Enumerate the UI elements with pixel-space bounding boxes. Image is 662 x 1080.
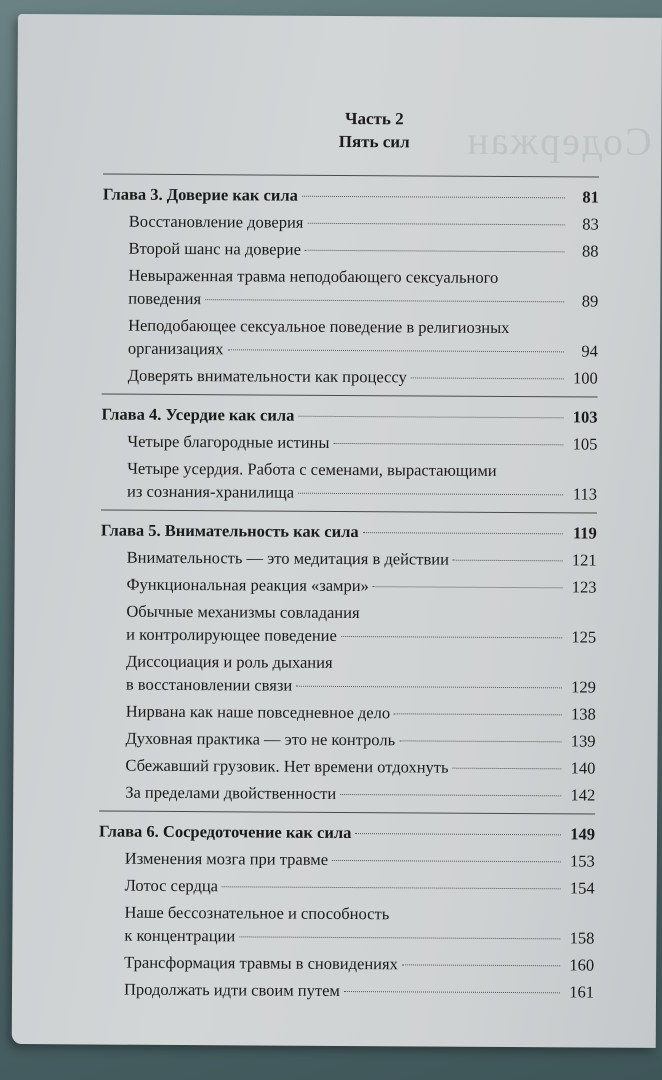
toc-item-title: Трансформация травмы в сновидениях <box>124 952 398 974</box>
toc-item <box>102 264 598 313</box>
book-page <box>12 14 662 1048</box>
page-number: 149 <box>570 824 596 844</box>
dot-leader <box>399 740 561 742</box>
toc-item-title-line: Четыре усердия. Работа с семенами, вырастающими <box>127 458 497 480</box>
page-number: 139 <box>570 731 596 751</box>
toc-item-title-line: Диссоциация и роль дыхания <box>125 651 333 672</box>
toc-item <box>101 457 597 506</box>
page-number: 81 <box>582 187 599 207</box>
dot-leader <box>373 586 563 588</box>
toc-item-title: и контролирующее поведение <box>126 624 337 645</box>
chapter-entry <box>103 183 599 209</box>
page-number: 153 <box>570 851 595 871</box>
dot-leader <box>363 532 563 534</box>
toc-item-title: к концентрации <box>124 925 236 946</box>
page-number: 103 <box>572 407 598 427</box>
toc-item <box>100 573 596 599</box>
page-number: 113 <box>572 484 598 504</box>
toc-item-title: Функциональная реакция «замри» <box>126 574 369 596</box>
page-number: 83 <box>582 214 599 234</box>
toc-item-title: Продолжать идти своим путем <box>123 979 340 1000</box>
dot-leader <box>355 833 561 835</box>
dot-leader <box>305 250 565 253</box>
toc-item-title: Сбежавший грузовик. Нет времени отдохнуть <box>125 755 449 777</box>
dot-leader <box>453 768 562 770</box>
page-number: 125 <box>571 627 597 647</box>
page-number: 158 <box>569 928 595 948</box>
dot-leader <box>298 416 563 419</box>
dot-leader <box>411 377 564 379</box>
toc-item-title-line: Наше бессознательное и способность <box>124 902 390 924</box>
page-number: 129 <box>571 677 596 697</box>
toc-item-title-line: Невыраженная травма неподобающего сексуального <box>128 265 499 287</box>
toc-item-title: Лотос сердца <box>124 875 219 896</box>
dot-leader <box>453 560 563 562</box>
toc-item <box>103 237 599 263</box>
dot-leader <box>296 686 562 689</box>
page-number: 142 <box>570 785 596 805</box>
toc-item <box>102 364 598 390</box>
page-number: 123 <box>571 577 597 597</box>
toc-item-title: из сознания-хранилища <box>127 481 295 502</box>
chapter-title: Глава 3. Доверие как сила <box>102 184 298 205</box>
toc-item <box>100 700 596 726</box>
dot-leader <box>298 493 563 496</box>
page-number: 161 <box>569 982 595 1002</box>
dot-leader <box>341 636 562 638</box>
show-through-text: Содержан <box>464 117 652 164</box>
toc-item <box>99 874 595 900</box>
page-number: 105 <box>572 434 598 454</box>
page-number: 160 <box>569 955 595 975</box>
page-number: 100 <box>572 368 598 388</box>
toc-item-title: поведения <box>128 288 202 309</box>
toc-item-title: Изменения мозга при травме <box>124 848 329 869</box>
dot-leader <box>222 886 561 889</box>
toc-item <box>100 600 596 649</box>
dot-leader <box>344 991 560 993</box>
chapter-title: Глава 6. Сосредоточение как сила <box>98 821 352 843</box>
toc-item <box>103 210 599 236</box>
toc-item <box>102 314 598 363</box>
dot-leader <box>332 860 561 862</box>
toc-item <box>99 781 595 807</box>
section-divider <box>101 510 597 514</box>
page-number: 88 <box>582 241 599 261</box>
dot-leader <box>302 196 565 199</box>
section-divider <box>103 174 599 178</box>
part-subtitle: Пять сил <box>338 131 410 152</box>
toc-item <box>99 847 595 873</box>
page-number: 94 <box>581 341 599 361</box>
page-number: 140 <box>570 758 596 778</box>
toc-item <box>100 727 596 753</box>
toc-item-title: Четыре благородные истины <box>127 431 330 452</box>
chapter-entry <box>99 820 595 846</box>
page-number: 89 <box>581 291 599 311</box>
toc-item-title: организациях <box>127 338 224 359</box>
toc-item-title: Восстановление доверия <box>128 211 304 232</box>
toc-item <box>98 901 594 950</box>
toc-item-title: Внимательность — это медитация в действии <box>126 547 450 569</box>
dot-leader <box>205 299 564 302</box>
page-number: 138 <box>570 704 596 724</box>
toc-item-title: За пределами двойственности <box>125 782 337 803</box>
chapter-entry <box>101 519 597 545</box>
dot-leader <box>239 936 560 939</box>
toc-item <box>98 951 594 977</box>
page-number: 119 <box>572 523 597 543</box>
toc-item-title: Нирвана как наше повседневное дело <box>125 701 391 723</box>
toc-item-title: Духовная практика — это не контроль <box>125 728 396 750</box>
toc-item-title: Доверять внимательности как процессу <box>127 365 407 387</box>
dot-leader <box>340 794 561 796</box>
dot-leader <box>394 713 562 715</box>
chapter-entry <box>101 403 597 429</box>
toc-item <box>100 650 596 699</box>
toc-item-title: в восстановлении связи <box>125 674 293 695</box>
part-header <box>17 106 661 156</box>
dot-leader <box>228 349 564 352</box>
toc-item <box>101 546 597 572</box>
chapter-title: Глава 4. Усердие как сила <box>101 404 295 425</box>
dot-leader <box>402 964 560 966</box>
chapter-title: Глава 5. Внимательность как сила <box>100 520 359 542</box>
section-divider <box>99 811 595 815</box>
dot-leader <box>307 223 564 226</box>
toc-item <box>98 978 594 1004</box>
table-of-contents <box>98 167 599 1004</box>
toc-item <box>101 430 597 456</box>
dot-leader <box>333 443 563 445</box>
page-number: 154 <box>569 878 595 898</box>
section-divider <box>102 394 598 398</box>
toc-item <box>99 754 595 780</box>
toc-item-title-line: Обычные механизмы совладания <box>126 601 360 623</box>
toc-item-title: Второй шанс на доверие <box>128 238 301 259</box>
toc-item-title-line: Неподобающее сексуальное поведение в религиозных <box>128 315 510 338</box>
page-number: 121 <box>571 550 597 570</box>
part-label: Часть 2 <box>344 108 404 129</box>
